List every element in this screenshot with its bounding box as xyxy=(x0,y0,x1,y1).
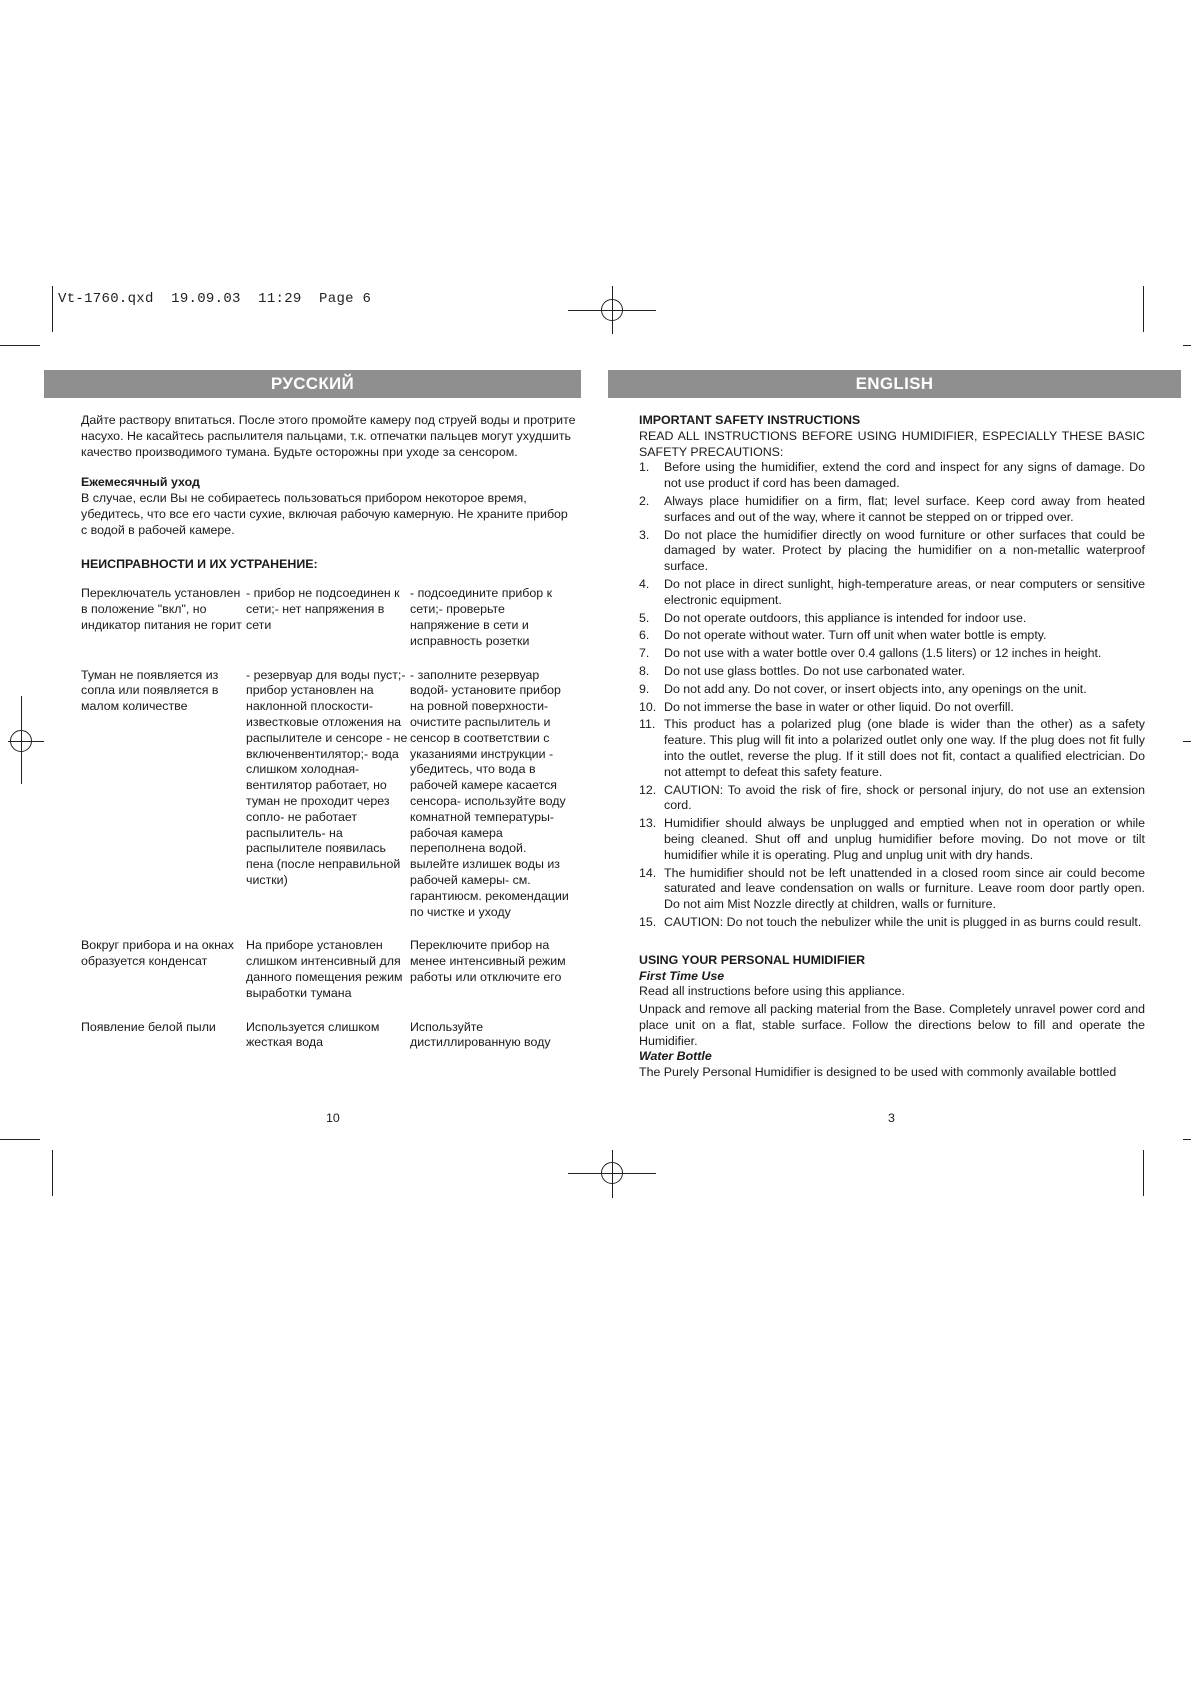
list-item xyxy=(639,866,1145,913)
table-row xyxy=(81,1020,577,1052)
problem-cell: Туман не появляется из сопла или появляется в малом количестве xyxy=(81,667,219,714)
item-text: Always place humidifier on a firm, flat; level surface. Keep cord away from heated surfaces and out of the way, where it cannot be stepped on or tripped over. xyxy=(664,493,1145,524)
problem-cell: Появление белой пыли xyxy=(81,1019,216,1034)
item-text: CAUTION: Do not touch the nebulizer while the unit is plugged in as burns could result. xyxy=(664,914,1142,929)
crop-mark xyxy=(1143,1150,1144,1196)
section-header-russian xyxy=(44,370,581,398)
list-item xyxy=(639,717,1145,780)
first-use-text: Read all instructions before using this appliance. xyxy=(639,984,905,999)
registration-mark-icon xyxy=(601,299,623,321)
item-number: 7. xyxy=(639,646,650,661)
item-number: 12. xyxy=(639,782,657,797)
list-item xyxy=(639,783,1145,815)
page-number-right: 3 xyxy=(888,1111,895,1125)
item-text: Do not operate outdoors, this appliance is intended for indoor use. xyxy=(664,610,1027,625)
item-number: 4. xyxy=(639,576,650,591)
using-heading: USING YOUR PERSONAL HUMIDIFIER xyxy=(639,952,866,967)
item-text: The humidifier should not be left unattended in a closed room since air could become saturated and leave condensation on walls or furniture. Leave room door partly open. Do not aim Mist Nozzle directly at children, walls or furniture. xyxy=(664,865,1145,912)
crop-mark xyxy=(52,1150,53,1196)
safety-intro: READ ALL INSTRUCTIONS BEFORE USING HUMIDIFIER, ESPECIALLY THESE BASIC SAFETY PRECAUTIONS: xyxy=(639,428,1145,459)
registration-mark-icon xyxy=(601,1162,623,1184)
registration-mark-icon xyxy=(10,730,32,752)
list-item xyxy=(639,664,1145,680)
section-header-label: РУССКИЙ xyxy=(270,374,355,393)
item-number: 1. xyxy=(639,460,650,475)
item-text: Do not place the humidifier directly on wood furniture or other surfaces that could be damaged by water. Protect by placing the humidifier on a non-metallic waterproof surface. xyxy=(664,527,1145,574)
monthly-care-text: В случае, если Вы не собираетесь пользоваться прибором некоторое время, убедитесь, что все его части сухие, включая рабочую камерную. Не храните прибор с водой в рабочей камере. xyxy=(81,491,568,537)
crop-mark xyxy=(52,286,53,332)
water-bottle-text: The Purely Personal Humidifier is designed to be used with commonly available bottled xyxy=(639,1065,1117,1080)
list-item xyxy=(639,646,1145,662)
crop-mark xyxy=(1183,741,1191,742)
item-number: 5. xyxy=(639,610,650,625)
solution-cell: Используйте дистиллированную воду xyxy=(410,1019,551,1050)
troubleshooting-table xyxy=(81,586,577,1051)
item-number: 9. xyxy=(639,681,650,696)
table-row xyxy=(81,938,577,1001)
page-number-left: 10 xyxy=(326,1111,340,1125)
item-number: 3. xyxy=(639,527,650,542)
item-text: Humidifier should always be unplugged and emptied when not in operation or while being cleaned. Shut off and unplug humidifier before moving. Do not move or tilt humidifier while it is operating. Plug and unplug unit with dry hands. xyxy=(664,816,1145,862)
first-use-text: Unpack and remove all packing material from the Base. Completely unravel power cord and place unit on a flat, stable surface. Follow the directions below to fill and operate the Humidifier. xyxy=(639,1002,1145,1048)
item-text: Do not place in direct sunlight, high-temperature areas, or near computers or sensitive electronic equipment. xyxy=(664,576,1145,607)
section-header-label: ENGLISH xyxy=(855,374,934,393)
crop-mark xyxy=(0,345,40,346)
item-number: 13. xyxy=(639,816,657,831)
item-text: CAUTION: To avoid the risk of fire, shock or personal injury, do not use an extension cord. xyxy=(664,782,1145,813)
russian-column xyxy=(81,413,577,1051)
item-number: 10. xyxy=(639,699,657,714)
item-number: 8. xyxy=(639,663,650,678)
list-item xyxy=(639,682,1145,698)
safety-list xyxy=(639,460,1145,930)
list-item xyxy=(639,915,1145,931)
solution-cell: - подсоедините прибор к сети;- проверьте напряжение в сети и исправность розетки xyxy=(410,586,553,648)
section-header-english xyxy=(608,370,1181,398)
list-item xyxy=(639,700,1145,716)
list-item xyxy=(639,494,1145,526)
solution-cell: - заполните резервуар водой- установите прибор на ровной поверхности- очистите распылитель и сенсор в соответствии с указаниями инструкции - убедитесь, что вода в рабочей камере касается сенсора- используйте воду комнатной температуры- рабочая камера переполнена водой. вылейте излишек воды из рабочей камеры- см. гарантиюсм. рекомендации по чистке и уходу xyxy=(410,667,569,919)
crop-mark xyxy=(1183,345,1191,346)
safety-heading: IMPORTANT SAFETY INSTRUCTIONS xyxy=(639,413,861,427)
item-text: Do not add any. Do not cover, or insert objects into, any openings on the unit. xyxy=(664,681,1087,696)
cause-cell: - резервуар для воды пуст;- прибор установлен на наклонной плоскости- известковые отложения на распылителе и сенсоре - не включенвентилятор;- вода слишком холодная- вентилятор работает, но туман не проходит через сопло- не работает распылитель- на распылителе появилась пена (после неправильной чистки) xyxy=(246,667,408,887)
list-item xyxy=(639,816,1145,863)
problem-cell: Вокруг прибора и на окнах образуется конденсат xyxy=(81,938,235,969)
item-number: 14. xyxy=(639,865,657,880)
item-number: 2. xyxy=(639,493,650,508)
problem-cell: Переключатель установлен в положение "вкл", но индикатор питания не горит xyxy=(81,586,242,632)
water-bottle-heading: Water Bottle xyxy=(639,1049,712,1064)
list-item xyxy=(639,628,1145,644)
print-slug: Vt-1760.qxd 19.09.03 11:29 Page 6 xyxy=(58,291,372,307)
item-text: Do not operate without water. Turn off unit when water bottle is empty. xyxy=(664,628,1047,643)
list-item xyxy=(639,611,1145,627)
table-row xyxy=(81,586,577,649)
crop-mark xyxy=(0,1139,40,1140)
item-number: 6. xyxy=(639,628,650,643)
first-use-heading: First Time Use xyxy=(639,968,725,983)
cause-cell: На приборе установлен слишком интенсивный для данного помещения режим выработки тумана xyxy=(246,938,403,1000)
monthly-care-heading: Ежемесячный уход xyxy=(81,475,200,490)
item-number: 11. xyxy=(639,717,656,732)
list-item xyxy=(639,460,1145,492)
item-text: Do not use with a water bottle over 0.4 gallons (1.5 liters) or 12 inches in height. xyxy=(664,646,1102,661)
troubleshooting-heading: НЕИСПРАВНОСТИ И ИХ УСТРАНЕНИЕ: xyxy=(81,556,318,571)
item-text: This product has a polarized plug (one blade is wider than the other) as a safety feature. This plug will fit into a polarized outlet only one way. If the plug does not fit fully into the outlet, reverse the plug. If it still does not fit, contact a qualified electrician. Do not attempt to defeat this safety feature. xyxy=(664,717,1145,779)
table-row xyxy=(81,668,577,921)
solution-cell: Переключите прибор на менее интенсивный режим работы или отключите его xyxy=(410,938,566,984)
item-number: 15. xyxy=(639,914,657,929)
intro-paragraph: Дайте раствору впитаться. После этого промойте камеру под струей воды и протрите насухо. Не касайтесь распылителя пальцами, т.к. отпечатки пальцев могут ухудшить качество производимого тумана. Будьте осторожны при уходе за сенсором. xyxy=(81,413,576,459)
item-text: Do not immerse the base in water or other liquid. Do not overfill. xyxy=(664,699,1014,714)
list-item xyxy=(639,528,1145,575)
crop-mark xyxy=(1143,286,1144,332)
english-column xyxy=(639,413,1145,1081)
cause-cell: Используется слишком жесткая вода xyxy=(246,1019,380,1050)
item-text: Do not use glass bottles. Do not use carbonated water. xyxy=(664,663,965,678)
list-item xyxy=(639,577,1145,609)
crop-mark xyxy=(1183,1139,1191,1140)
item-text: Before using the humidifier, extend the cord and inspect for any signs of damage. Do not use product if cord has been damaged. xyxy=(664,460,1145,491)
cause-cell: - прибор не подсоединен к сети;- нет напряжения в сети xyxy=(246,586,400,632)
